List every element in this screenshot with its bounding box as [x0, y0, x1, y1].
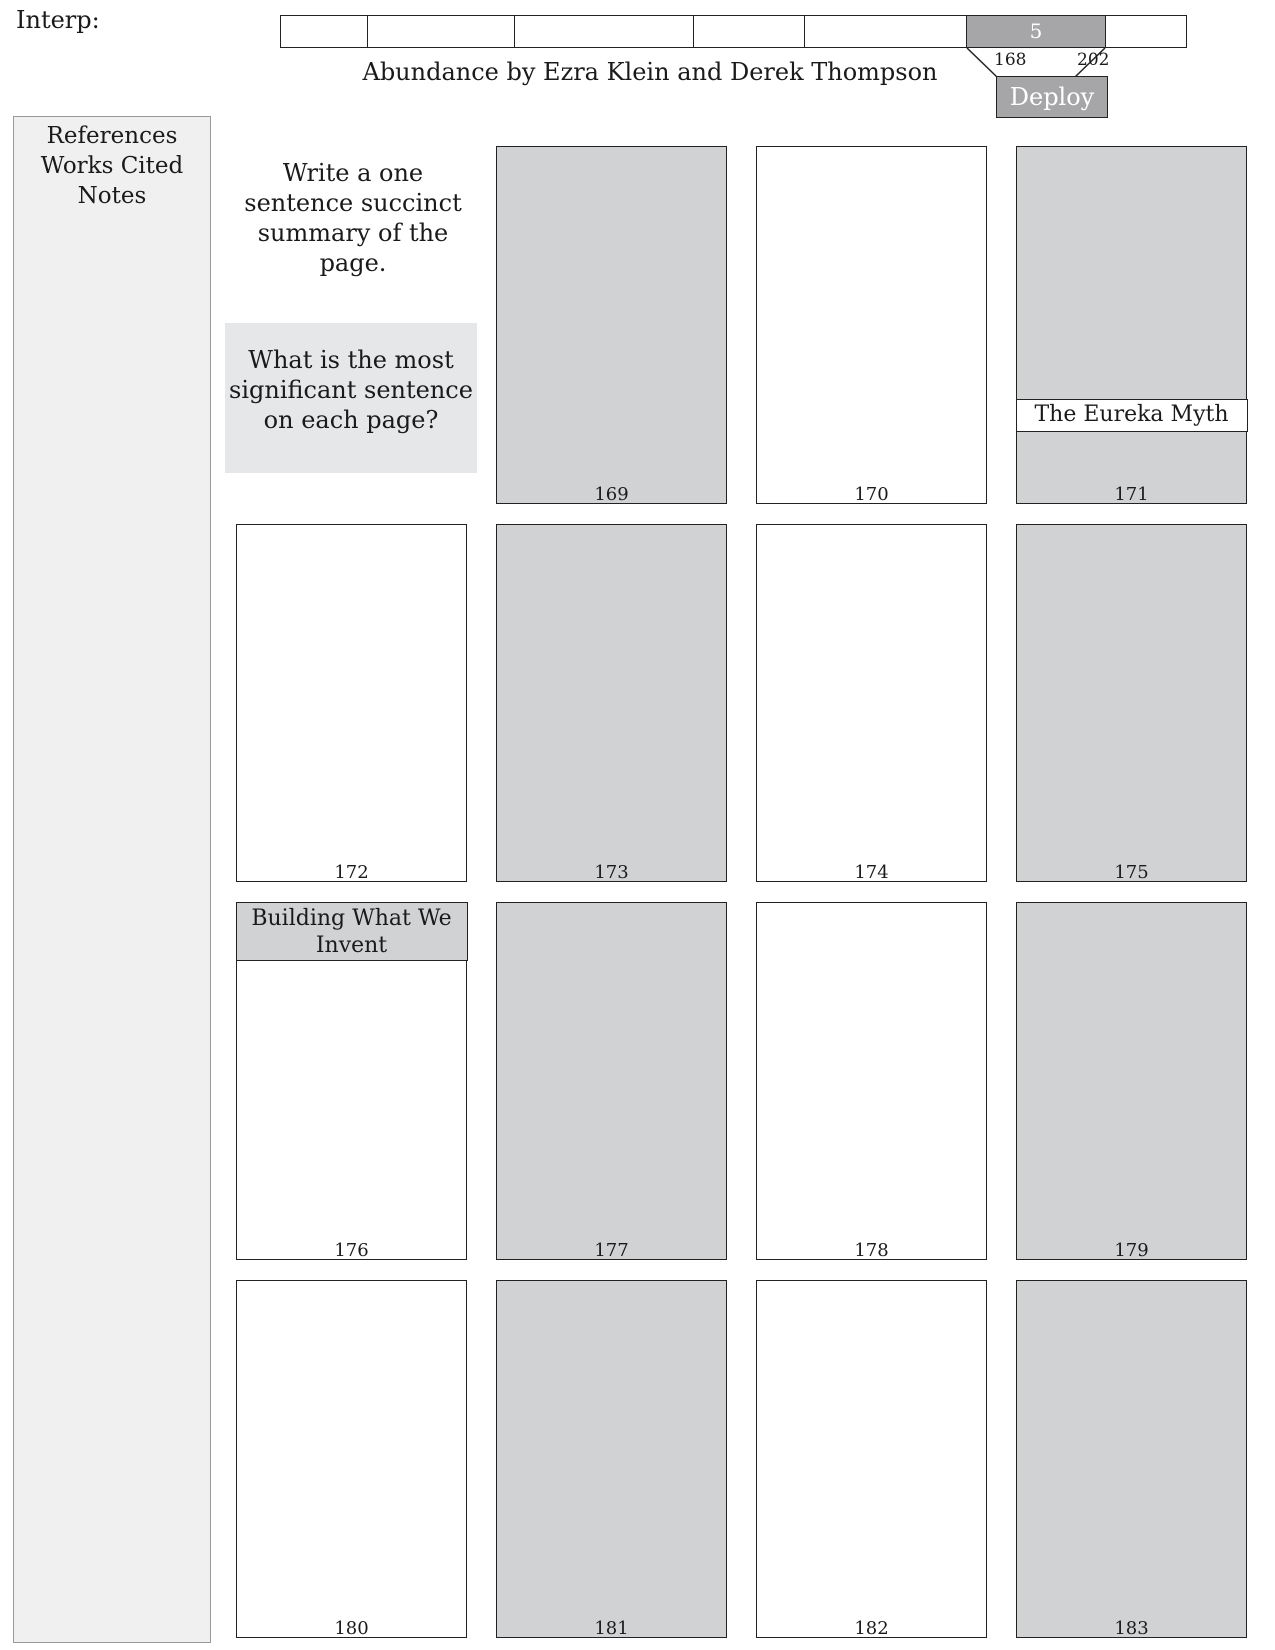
summary-prompt: Write a one sentence succinct summary of the page. [244, 159, 462, 277]
page-card[interactable] [1016, 902, 1247, 1260]
page-card[interactable] [756, 524, 987, 882]
page-card[interactable] [236, 1280, 467, 1638]
page-number: 170 [854, 484, 889, 505]
sidebar-works-cited: Works Cited [40, 153, 184, 179]
page-card[interactable] [1016, 1280, 1247, 1638]
chapter-segment-2[interactable] [367, 15, 515, 48]
deploy-button[interactable]: Deploy [996, 76, 1108, 118]
chapter-segment-1[interactable] [280, 15, 368, 48]
page-card[interactable] [496, 146, 727, 504]
sidebar-notes: Notes [77, 183, 147, 209]
page-card[interactable] [756, 902, 987, 1260]
page-number: 175 [1114, 862, 1149, 883]
page-number: 172 [334, 862, 369, 883]
page-number: 183 [1114, 1618, 1149, 1639]
page-number: 182 [854, 1618, 889, 1639]
references-sidebar[interactable] [13, 116, 211, 1643]
page-card[interactable] [496, 902, 727, 1260]
chapter-segment-3[interactable] [514, 15, 694, 48]
page-card[interactable] [236, 524, 467, 882]
page-number: 179 [1114, 1240, 1149, 1261]
page-card[interactable] [756, 1280, 987, 1638]
page-card[interactable] [496, 524, 727, 882]
page-number: 177 [594, 1240, 629, 1261]
page-card[interactable] [1016, 146, 1247, 504]
chapter-segment-5[interactable] [804, 15, 967, 48]
page-number: 174 [854, 862, 889, 883]
book-title: Abundance by Ezra Klein and Derek Thompson [362, 58, 938, 86]
significant-sentence-prompt [225, 323, 477, 473]
chapter-segment-4[interactable] [693, 15, 805, 48]
section-label: The Eureka Myth [1016, 399, 1248, 432]
interp-label: Interp: [16, 6, 100, 34]
page-number: 180 [334, 1618, 369, 1639]
page-card[interactable] [756, 146, 987, 504]
chapter-start-page: 168 [994, 50, 1027, 70]
page-card[interactable] [1016, 524, 1247, 882]
page-number: 173 [594, 862, 629, 883]
chapter-segment-7[interactable] [1105, 15, 1187, 48]
chapter-end-page: 202 [1077, 50, 1110, 70]
page-number: 171 [1114, 484, 1149, 505]
page-number: 169 [594, 484, 629, 505]
section-label: Building What We Invent [236, 902, 468, 961]
page-number: 176 [334, 1240, 369, 1261]
sidebar-references: References [46, 123, 178, 149]
page-card[interactable] [236, 902, 467, 1260]
page-card[interactable] [496, 1280, 727, 1638]
significant-sentence-text: What is the most significant sentence on each page? [229, 346, 473, 434]
page-number: 178 [854, 1240, 889, 1261]
chapter-bar [280, 15, 1206, 48]
page-number: 181 [594, 1618, 629, 1639]
chapter-segment-active[interactable]: 5 [966, 15, 1106, 48]
